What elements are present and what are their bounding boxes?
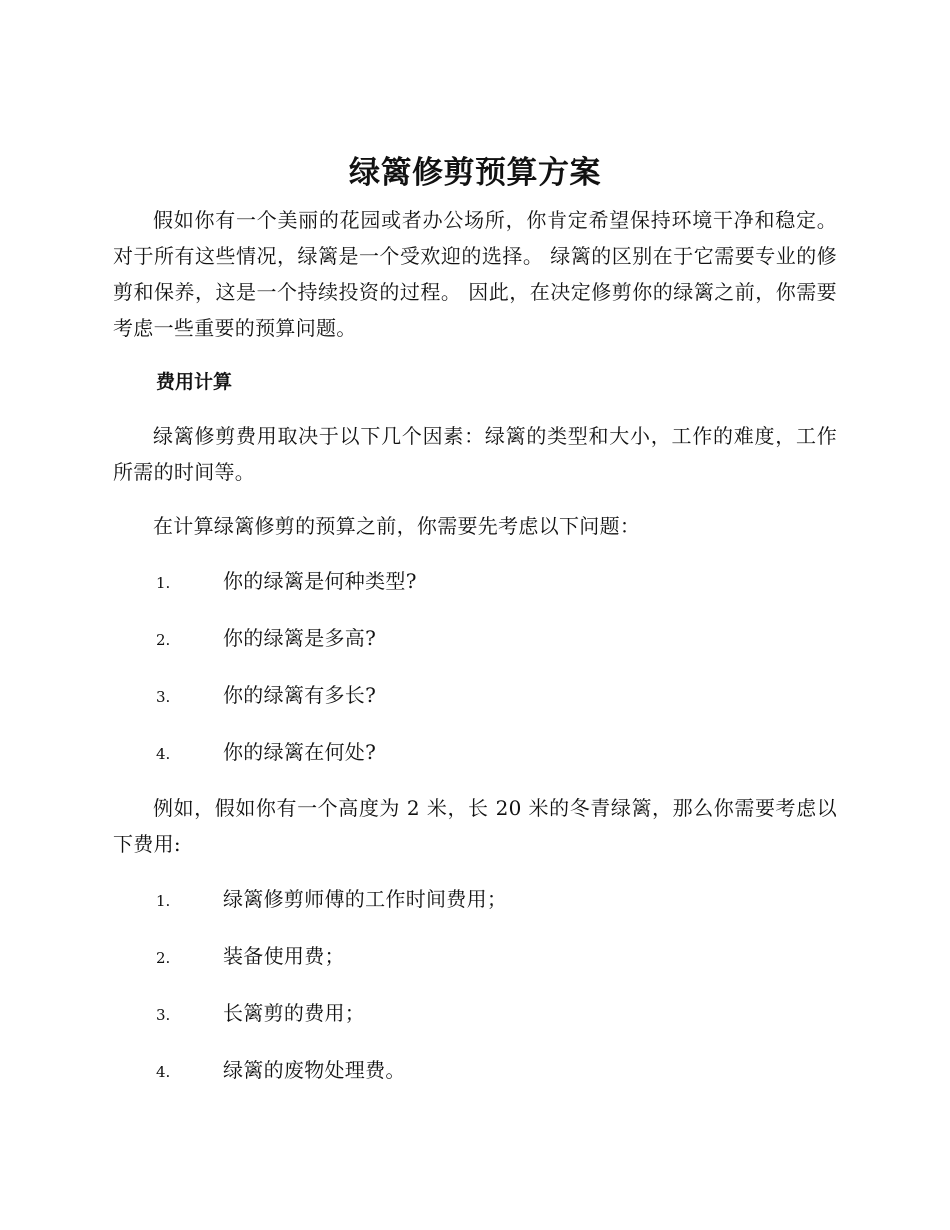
list-text: 绿篱修剪师傅的工作时间费用；	[223, 887, 508, 911]
list-text: 你的绿篱是何种类型?	[223, 569, 417, 593]
list-number: 3.	[156, 688, 171, 706]
list-item	[113, 620, 837, 658]
costs-list	[113, 881, 837, 1090]
list-item	[113, 734, 837, 772]
list-item	[113, 1052, 837, 1090]
list-item	[113, 995, 837, 1033]
list-item	[113, 938, 837, 976]
list-number: 1.	[156, 574, 171, 592]
list-number: 4.	[156, 745, 171, 763]
list-text: 你的绿篱是多高?	[223, 626, 377, 650]
list-number: 4.	[156, 1063, 171, 1081]
document-title: 绿篱修剪预算方案	[349, 155, 601, 191]
list-number: 2.	[156, 631, 171, 649]
list-text: 绿篱的废物处理费。	[223, 1058, 406, 1082]
list-number: 2.	[156, 949, 171, 967]
list-item	[113, 677, 837, 715]
questions-intro-paragraph: 在计算绿篱修剪的预算之前，你需要先考虑以下问题：	[153, 514, 641, 538]
intro-paragraph: 假如你有一个美丽的花园或者办公场所，你肯定希望保持环境干净和稳定。对于所有这些情况，绿篱是一个受欢迎的选择。 绿篱的区别在于它需要专业的修剪和保养，这是一个持续投资的过程。 因此，在决定修剪你的绿篱之前，你需要考虑一些重要的预算问题。	[113, 208, 837, 340]
list-text: 你的绿篱在何处?	[223, 740, 377, 764]
list-number: 3.	[156, 1006, 171, 1024]
list-number: 1.	[156, 892, 171, 910]
section-heading: 费用计算	[156, 371, 233, 393]
list-item	[113, 881, 837, 919]
questions-list	[113, 563, 837, 772]
example-paragraph: 例如，假如你有一个高度为 2 米，长 20 米的冬青绿篱，那么你需要考虑以下费用:	[113, 796, 837, 856]
document-page	[113, 150, 837, 1090]
list-item	[113, 563, 837, 601]
list-text: 装备使用费；	[223, 944, 345, 968]
list-text: 你的绿篱有多长?	[223, 683, 377, 707]
factors-paragraph: 绿篱修剪费用取决于以下几个因素：绿篱的类型和大小，工作的难度，工作所需的时间等。	[113, 424, 837, 484]
list-text: 长篱剪的费用；	[223, 1001, 366, 1025]
